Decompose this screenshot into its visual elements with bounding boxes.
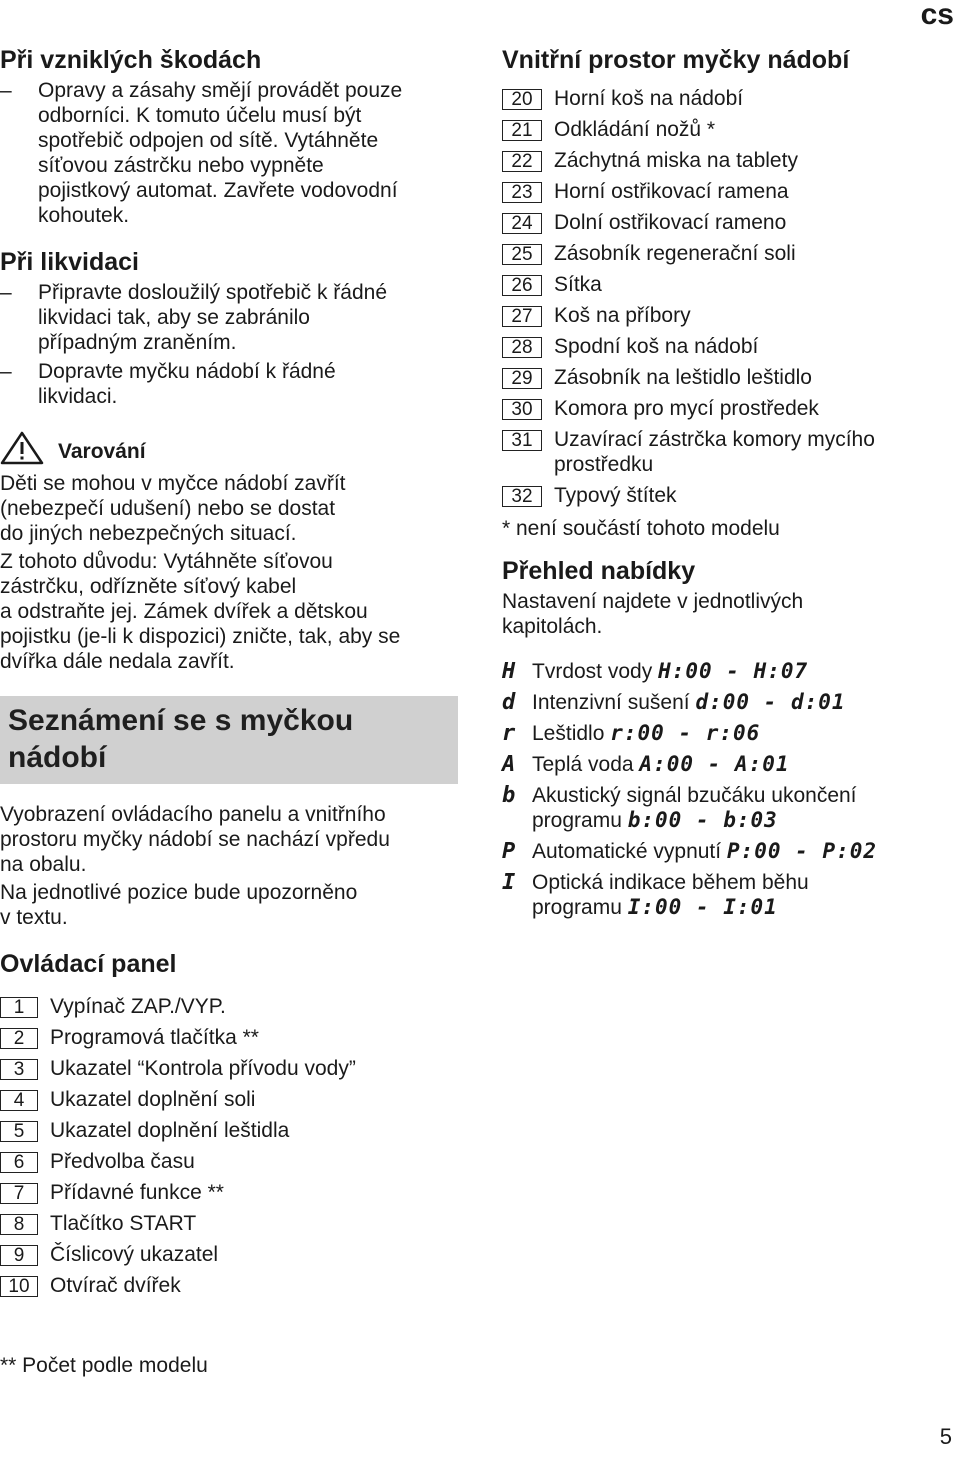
item-number: 22 [502,151,542,172]
list-item [0,994,462,1019]
list-item [502,210,942,235]
item-label: Předvolba času [50,1150,195,1173]
menu-code: H [502,659,516,684]
control-panel-list [0,994,462,1298]
item-label: Spodní koš na nádobí [554,335,759,358]
text-line: Připravte dosloužilý spotřebič k řádné [38,281,388,304]
menu-label: Akustický signál bzučáku ukončení [532,784,857,807]
item-number: 4 [0,1090,38,1111]
list-item [0,1149,462,1174]
menu-code: b [502,783,516,808]
menu-intro [502,589,942,639]
damage-item [0,78,462,228]
intro-paragraph [0,802,462,877]
warning-label: Varování [58,440,146,463]
text-line: pojistku (je-li k dispozici) zničte, tak, aby se [0,625,401,648]
text-line: Děti se mohou v myčce nádobí zavřít [0,472,346,495]
interior-heading: Vnitřní prostor myčky nádobí [502,46,850,74]
left-column [0,44,462,1304]
list-item [502,272,942,297]
menu-item-text [532,870,809,920]
item-label: Horní koš na nádobí [554,87,744,110]
item-number: 8 [0,1214,38,1235]
text-line: Na jednotlivé pozice bude upozorněno [0,881,358,904]
menu-label: Intenzivní sušení [532,691,690,714]
menu-item-text [532,659,808,684]
disposal-item-text [38,280,387,355]
text-line: v textu. [0,906,68,929]
menu-item-text [532,783,857,833]
list-item [502,334,942,359]
menu-item [502,783,942,833]
text-line: dvířka dále nedala zavřít. [0,650,235,673]
disposal-item-text [38,359,336,409]
item-number: 27 [502,306,542,327]
item-label: Odkládání nožů * [554,118,716,141]
text-line: Z tohoto důvodu: Vytáhněte síťovou [0,550,333,573]
control-panel-heading: Ovládací panel [0,950,177,978]
menu-label: programu [532,896,622,919]
text-line: a odstraňte jej. Zámek dvířek a dětskou [0,600,368,623]
text-line: prostředku [554,453,654,476]
text-line: odborníci. K tomuto účelu musí být [38,104,362,127]
item-number: 32 [502,486,542,507]
text-line: Vyobrazení ovládacího panelu a vnitřního [0,803,386,826]
warning-paragraph [0,549,462,674]
item-label: Otvírač dvířek [50,1274,181,1297]
item-label: Horní ostřikovací ramena [554,180,789,203]
list-item [0,1211,462,1236]
footnote: ** Počet podle modelu [0,1354,208,1377]
list-item [0,1118,462,1143]
menu-item-text [532,752,790,777]
warning-paragraph [0,471,462,546]
item-label: Programová tlačítka ** [50,1026,259,1049]
menu-range: b:00 - b:03 [627,808,778,832]
menu-code: A [502,752,516,777]
item-number: 25 [502,244,542,265]
interior-note: * není součástí tohoto modelu [502,517,780,540]
menu-label: Tvrdost vody [532,660,653,683]
item-number: 9 [0,1245,38,1266]
item-label: Přídavné funkce ** [50,1181,224,1204]
warning-header [0,431,462,465]
list-item [0,1056,462,1081]
dash-bullet: – [0,79,12,102]
item-number: 26 [502,275,542,296]
item-label: Zásobník na leštidlo leštidlo [554,366,812,389]
item-label: Zásobník regenerační soli [554,242,796,265]
list-item [502,179,942,204]
item-label: Ukazatel “Kontrola přívodu vody” [50,1057,356,1080]
item-label: Záchytná miska na tablety [554,149,798,172]
page-number: 5 [939,1424,952,1449]
menu-code: d [502,690,516,715]
damage-heading: Při vzniklých škodách [0,46,262,74]
menu-list [502,659,942,920]
item-label: Ukazatel doplnění leštidla [50,1119,290,1142]
text-line: likvidaci. [38,385,118,408]
list-item [502,241,942,266]
menu-item [502,690,942,715]
list-item [502,427,942,477]
text-line: Uzavírací zástrčka komory mycího [554,428,875,451]
dash-bullet: – [0,360,12,383]
menu-range: d:00 - d:01 [695,690,846,714]
text-line: spotřebič odpojen od sítě. Vytáhněte [38,129,379,152]
disposal-item [0,280,462,355]
text-line: síťovou zástrčku nebo vypněte [38,154,324,177]
item-number: 5 [0,1121,38,1142]
text-line: do jiných nebezpečných situací. [0,522,297,545]
disposal-item [0,359,462,409]
item-number: 10 [0,1276,38,1297]
text-line: (nebezpečí udušení) nebo se dostat [0,497,336,520]
list-item [502,303,942,328]
menu-range: A:00 - A:01 [639,752,790,776]
item-number: 31 [502,430,542,451]
menu-label: Teplá voda [532,753,634,776]
item-label: Dolní ostřikovací rameno [554,211,787,234]
page-language: cs [920,0,954,31]
menu-item [502,752,942,777]
list-item [502,396,942,421]
banner-line: nádobí [8,741,107,774]
menu-code: P [502,839,516,864]
text-line: likvidaci tak, aby se zabránilo [38,306,310,329]
item-number: 7 [0,1183,38,1204]
menu-item-text [532,721,760,746]
item-number: 21 [502,120,542,141]
warning-triangle-icon [0,431,44,465]
disposal-heading: Při likvidaci [0,248,139,276]
damage-item-text [38,78,402,228]
text-line: Nastavení najdete v jednotlivých [502,590,804,613]
item-number: 2 [0,1028,38,1049]
text-line: zástrčku, odřízněte síťový kabel [0,575,297,598]
text-line: Dopravte myčku nádobí k řádné [38,360,336,383]
item-label: Koš na příbory [554,304,691,327]
menu-label: programu [532,809,622,832]
menu-item [502,659,942,684]
item-number: 24 [502,213,542,234]
item-label: Typový štítek [554,484,677,507]
list-item [0,1087,462,1112]
menu-item-text [532,839,877,864]
menu-label: Automatické vypnutí [532,840,722,863]
menu-label: Leštidlo [532,722,605,745]
item-label: Komora pro mycí prostředek [554,397,819,420]
menu-item-text [532,690,846,715]
item-number: 23 [502,182,542,203]
menu-item [502,721,942,746]
list-item [0,1242,462,1267]
item-label: Ukazatel doplnění soli [50,1088,256,1111]
item-number: 3 [0,1059,38,1080]
text-line: kapitolách. [502,615,603,638]
section-banner [0,696,458,784]
text-line: prostoru myčky nádobí se nachází vpředu [0,828,390,851]
list-item [0,1273,462,1298]
intro-paragraph [0,880,462,930]
item-label: Sítka [554,273,602,296]
menu-code: r [502,721,516,746]
menu-label: Optická indikace během běhu [532,871,809,894]
menu-range: I:00 - I:01 [627,895,778,919]
menu-range: r:00 - r:06 [610,721,761,745]
item-number: 1 [0,997,38,1018]
menu-item [502,839,942,864]
menu-item [502,870,942,920]
item-number: 6 [0,1152,38,1173]
item-label [554,427,875,477]
text-line: pojistkový automat. Zavřete vodovodní [38,179,398,202]
list-item [0,1180,462,1205]
list-item [502,365,942,390]
list-item [0,1025,462,1050]
item-number: 30 [502,399,542,420]
list-item [502,148,942,173]
item-label: Číslicový ukazatel [50,1243,219,1266]
item-number: 29 [502,368,542,389]
list-item [502,86,942,111]
item-number: 28 [502,337,542,358]
menu-heading: Přehled nabídky [502,557,696,585]
banner-line: Seznámení se s myčkou [8,704,354,737]
text-line: Opravy a zásahy smějí provádět pouze [38,79,403,102]
text-line: případným zraněním. [38,331,237,354]
menu-range: P:00 - P:02 [726,839,878,863]
item-label: Tlačítko START [50,1212,197,1235]
item-label: Vypínač ZAP./VYP. [50,995,226,1018]
text-line: na obalu. [0,853,87,876]
dash-bullet: – [0,281,12,304]
item-number: 20 [502,89,542,110]
menu-code: I [502,870,516,895]
list-item [502,117,942,142]
interior-list [502,86,942,508]
menu-range: H:00 - H:07 [658,659,809,683]
list-item [502,483,942,508]
right-column [502,44,942,926]
text-line: kohoutek. [38,204,130,227]
